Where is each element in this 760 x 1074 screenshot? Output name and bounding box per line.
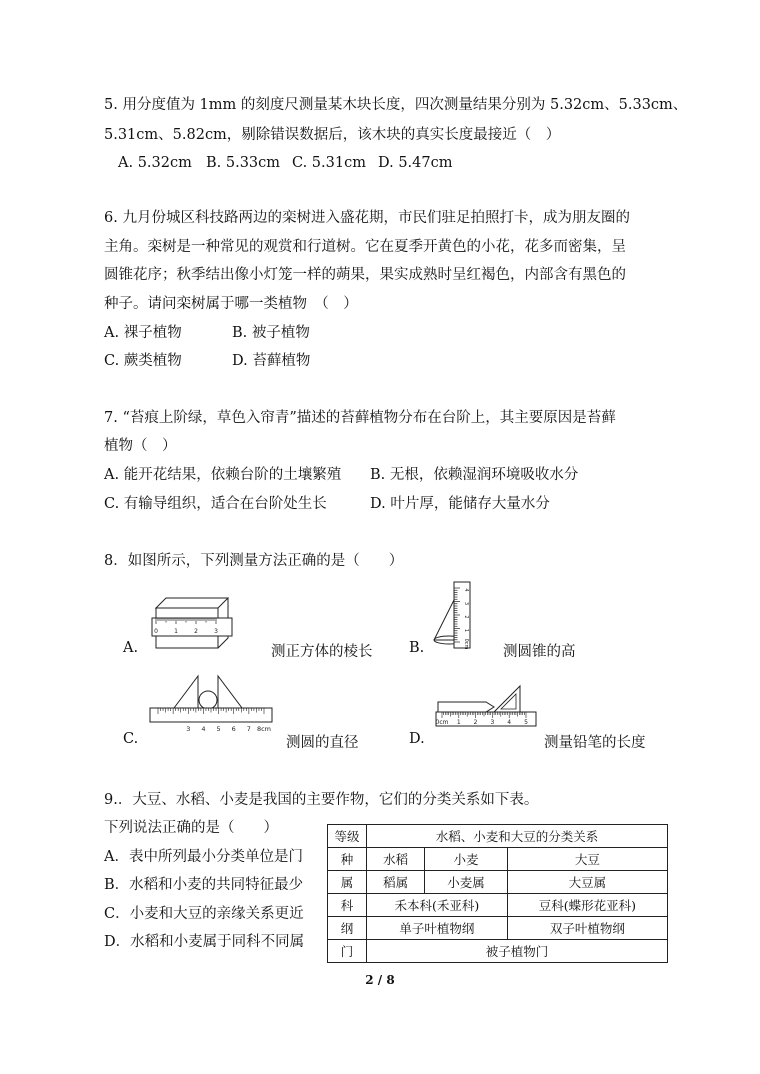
q5-option-b: B. 5.33cm (206, 155, 281, 171)
q9-option-b: B．水稻和小麦的共同特征最少 (104, 877, 304, 893)
ruler-label: 8cm (256, 725, 272, 733)
table-cell: 大豆 (507, 848, 667, 871)
q8-option-c-caption: 测圆的直径 (286, 735, 359, 751)
table-row (328, 825, 668, 848)
table-cell: 大豆属 (507, 871, 667, 894)
q5-option-c: C. 5.31cm (292, 155, 366, 171)
q7-option-c: C. 有输导组织，适合在台阶处生长 (104, 496, 327, 512)
q7-option-b: B. 无根，依赖湿润环境吸收水分 (370, 467, 579, 483)
ruler-label: 1 (463, 628, 469, 633)
ruler-label: 2 (463, 615, 469, 619)
ruler-label: 0 (154, 628, 158, 635)
q5-option-a: A. 5.32cm (118, 155, 192, 171)
q6-line-4: 种子。请问栾树属于哪一类植物 （ ） (104, 296, 358, 312)
figure-d-pencil-ruler (432, 678, 542, 744)
q8-stem: 8．如图所示，下列测量方法正确的是（ ） (104, 553, 404, 569)
ruler-label: 5 (524, 719, 528, 726)
table-cell: 豆科(蝶形花亚科) (507, 894, 667, 917)
ruler-label: 3 (214, 628, 218, 635)
q8-option-a-letter: A. (123, 640, 139, 656)
ruler-label: 3 (186, 725, 191, 733)
table-cell: 被子植物门 (367, 940, 668, 963)
table-cell: 禾本科(禾亚科) (367, 894, 508, 917)
q5-line-1: 5. 用分度值为 1mm 的刻度尺测量某木块长度，四次测量结果分别为 5.32cm、5.33cm、 (104, 97, 688, 113)
q6-option-c: C. 蕨类植物 (104, 353, 182, 369)
ruler-label: 1 (174, 628, 178, 635)
q6-option-a: A. 裸子植物 (104, 325, 182, 341)
q5-line-2: 5.31cm、5.82cm，剔除错误数据后，该木块的真实长度最接近（ ） (104, 127, 561, 143)
figure-c-circle-ruler (146, 672, 276, 744)
q8-option-d-caption: 测量铅笔的长度 (544, 735, 646, 751)
q8-option-b-letter: B. (409, 640, 425, 656)
q9-option-a: A．表中所列最小分类单位是门 (104, 849, 303, 865)
q7-line-2: 植物（ ） (104, 438, 177, 454)
figure-a-cube-ruler (148, 590, 238, 660)
q9-sub: 下列说法正确的是（ ） (104, 820, 278, 836)
q7-option-d: D. 叶片厚，能储存大量水分 (370, 496, 550, 512)
table-cell: 属 (328, 871, 367, 894)
table-cell: 稻属 (367, 871, 425, 894)
q8-option-c-letter: C. (123, 731, 139, 747)
table-cell: 水稻、小麦和大豆的分类关系 (367, 825, 668, 848)
q8-option-a-caption: 测正方体的棱长 (271, 644, 373, 660)
table-cell: 纲 (328, 917, 367, 940)
ruler-label: 2 (473, 719, 478, 726)
table-cell: 等级 (328, 825, 367, 848)
ruler-label: 4 (463, 588, 469, 592)
q6-line-1: 6. 九月份城区科技路两边的栾树进入盛花期，市民们驻足拍照打卡，成为朋友圈的 (104, 210, 630, 226)
table-cell: 小麦 (425, 848, 507, 871)
ruler-label: 4 (507, 719, 512, 726)
page-number: 2 / 8 (365, 973, 395, 987)
q9-option-c: C．小麦和大豆的亲缘关系更近 (104, 906, 304, 922)
ruler-label: 7 (246, 725, 251, 733)
table-cell: 单子叶植物纲 (367, 917, 508, 940)
ruler-label: 0cm (435, 719, 449, 726)
ruler-label: 3 (463, 601, 469, 606)
table-cell: 水稻 (367, 848, 425, 871)
q7-option-a: A. 能开花结果，依赖台阶的土壤繁殖 (104, 467, 342, 483)
table-cell: 种 (328, 848, 367, 871)
q8-option-b-caption: 测圆锥的高 (503, 644, 576, 660)
ruler-label: 4 (201, 725, 206, 733)
q5-option-d: D. 5.47cm (378, 155, 453, 171)
q9-option-d: D．水稻和小麦属于同科不同属 (104, 934, 305, 950)
ruler-label: 2 (194, 628, 198, 635)
table-cell: 科 (328, 894, 367, 917)
ruler-label: 0cm (463, 638, 469, 650)
ruler-label: 1 (456, 719, 461, 726)
ruler-label: 6 (231, 725, 236, 733)
q6-option-b: B. 被子植物 (232, 325, 310, 341)
table-row (328, 917, 668, 940)
q6-option-d: D. 苔藓植物 (232, 353, 311, 369)
q7-line-1: 7. “苔痕上阶绿，草色入帘青”描述的苔藓植物分布在台阶上，其主要原因是苔藓 (104, 410, 616, 426)
ruler-label: 5 (216, 725, 221, 733)
q9-stem: 9.．大豆、水稻、小麦是我国的主要作物，它们的分类关系如下表。 (104, 792, 539, 808)
table-row (328, 848, 668, 871)
q6-line-3: 圆锥花序；秋季结出像小灯笼一样的蒴果，果实成熟时呈红褐色，内部含有黑色的 (104, 267, 626, 283)
q6-line-2: 主角。栾树是一种常见的观赏和行道树。它在夏季开黄色的小花，花多而密集，呈 (104, 239, 626, 255)
table-row (328, 940, 668, 963)
ruler-label: 3 (490, 719, 495, 726)
classification-table (327, 824, 668, 963)
q8-option-d-letter: D. (409, 731, 425, 747)
table-cell: 双子叶植物纲 (507, 917, 667, 940)
table-row (328, 871, 668, 894)
table-cell: 小麦属 (425, 871, 507, 894)
figure-b-cone-ruler (428, 580, 488, 655)
table-row (328, 894, 668, 917)
table-cell: 门 (328, 940, 367, 963)
